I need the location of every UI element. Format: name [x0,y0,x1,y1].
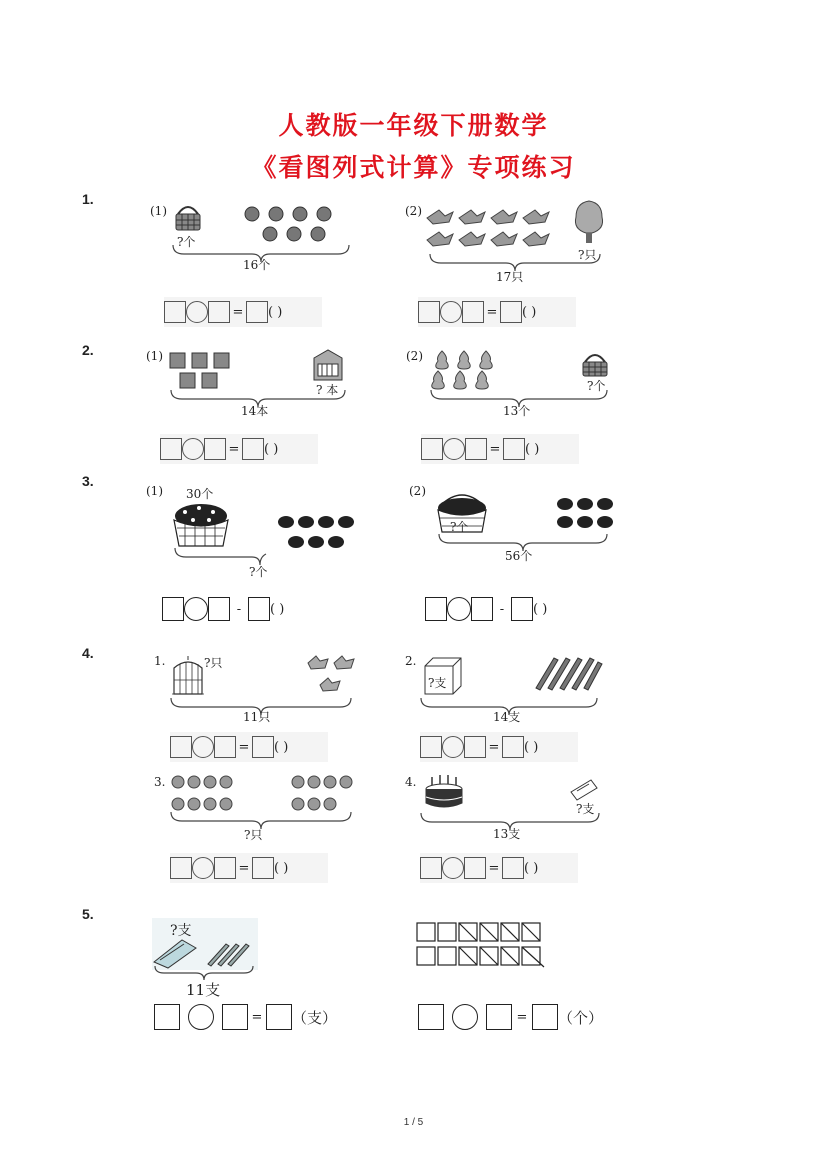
equals-sign: = [232,304,244,320]
answer-box[interactable] [418,301,440,323]
q4c-equation [170,853,328,883]
pencil-case-icon [152,934,256,968]
page-subtitle: 《看图列式计算》专项练习 [251,153,576,182]
unit-paren: ( ) [524,860,539,876]
operator-circle[interactable] [442,857,464,879]
unit-paren: ( ) [533,601,548,617]
q5b-equation [418,1003,603,1031]
unit-paren: ( ) [525,441,540,457]
result-box[interactable] [252,857,274,879]
result-box[interactable] [503,438,525,460]
minus-sign: - [236,601,242,617]
page-title: 人教版一年级下册数学 [278,111,549,140]
pencil-box-icon [569,778,599,802]
basket-icon [174,202,202,232]
answer-box[interactable] [208,301,230,323]
unit-paren: ( ) [264,441,279,457]
operator-circle[interactable] [443,438,465,460]
operator-circle[interactable] [182,438,204,460]
equals-sign: = [251,1009,263,1025]
q3a-known-label: 30个 [186,487,214,501]
q4d-equation [420,853,578,883]
q2a-total-label: 14本 [241,404,269,418]
operator-circle[interactable] [440,301,462,323]
birds-icon [425,208,555,248]
answer-box[interactable] [214,736,236,758]
q3a-tag: (1) [146,484,163,498]
q1b-unknown-label: ?只 [578,248,597,262]
q5a-total-label: 11支 [186,981,221,999]
answer-box[interactable] [418,1004,444,1030]
q5a-equation [154,1003,337,1031]
answer-box[interactable] [464,736,486,758]
q1a-tag: (1) [150,204,167,218]
q1a-equation [164,297,322,327]
q4a-total-label: 11只 [243,710,271,724]
q4a-unknown-label: ?只 [204,656,223,670]
q5a-unknown-label: ?支 [170,923,192,939]
result-box[interactable] [500,301,522,323]
answer-box[interactable] [222,1004,248,1030]
q1b-tag: (2) [405,204,422,218]
birdcage-icon [170,654,206,698]
q3b-unknown-label: ?个 [450,520,469,534]
unit-label: （支） [292,1008,338,1027]
unit-paren: ( ) [522,304,537,320]
q2a-tag: (1) [146,349,163,363]
tree-icon [572,199,606,245]
cake-icon [422,773,466,811]
q4b-total-label: 14支 [493,710,521,724]
q4a-tag: 1. [154,654,166,668]
q3a-unknown-label: ?个 [249,565,268,579]
fruit-basket-icon [171,498,231,552]
q2b-total-label: 13个 [503,404,531,418]
q3b-equation [425,595,587,623]
result-box[interactable] [252,736,274,758]
monkeys-icon [170,774,242,816]
answer-box[interactable] [465,438,487,460]
q1b-total-label: 17只 [496,270,524,284]
result-box[interactable] [246,301,268,323]
answer-box[interactable] [170,857,192,879]
unit-paren: ( ) [274,739,289,755]
answer-box[interactable] [471,597,493,621]
result-box[interactable] [502,857,524,879]
answer-box[interactable] [421,438,443,460]
operator-circle[interactable] [188,1004,214,1030]
q4d-total-label: 13支 [493,827,521,841]
unit-label: （个） [558,1008,604,1027]
question-number-5: 5. [82,906,94,922]
answer-box[interactable] [154,1004,180,1030]
basket-icon [581,350,609,378]
answer-box[interactable] [214,857,236,879]
squares-grid-icon [416,922,546,968]
operator-circle[interactable] [184,597,208,621]
answer-box[interactable] [486,1004,512,1030]
operator-circle[interactable] [192,736,214,758]
pencils-icon [534,654,602,690]
q4a-equation [170,732,328,762]
unit-paren: ( ) [268,304,283,320]
answer-box[interactable] [425,597,447,621]
unit-paren: ( ) [274,860,289,876]
q4d-tag: 4. [405,775,417,789]
q4b-equation [420,732,578,762]
q2b-equation [421,434,579,464]
books-icon [168,351,238,391]
page-number: 1 / 5 [403,1117,424,1128]
q3b-total-label: 56个 [505,549,533,563]
q4d-unknown-label: ?支 [576,802,595,816]
result-box[interactable] [266,1004,292,1030]
equals-sign: = [488,739,500,755]
q1a-unknown-label: ?个 [177,235,196,249]
answer-box[interactable] [160,438,182,460]
q3a-equation [162,595,324,623]
q2b-tag: (2) [406,349,423,363]
fruits-icon [556,496,616,532]
pears-icon [430,349,500,391]
q2a-unknown-label: ? 本 [316,383,339,397]
unit-paren: ( ) [524,739,539,755]
q1b-equation [418,297,576,327]
operator-circle[interactable] [442,736,464,758]
apples-icon [244,206,344,244]
q2b-unknown-label: ?个 [587,379,606,393]
answer-box[interactable] [162,597,184,621]
operator-circle[interactable] [452,1004,478,1030]
bookshelf-icon [310,348,346,382]
equals-sign: = [228,441,240,457]
equals-sign: = [238,860,250,876]
result-box[interactable] [511,597,533,621]
monkeys-icon [290,774,354,816]
operator-circle[interactable] [186,301,208,323]
unit-paren: ( ) [270,601,285,617]
q4c-total-label: ?只 [244,828,263,842]
q4b-unknown-label: ?支 [428,676,447,690]
minus-sign: - [499,601,505,617]
answer-box[interactable] [462,301,484,323]
answer-box[interactable] [170,736,192,758]
q3b-tag: (2) [409,484,426,498]
equals-sign: = [238,739,250,755]
operator-circle[interactable] [192,857,214,879]
result-box[interactable] [242,438,264,460]
q4c-tag: 3. [154,775,166,789]
question-number-3: 3. [82,473,94,489]
result-box[interactable] [248,597,270,621]
birds-icon [306,653,358,697]
equals-sign: = [516,1009,528,1025]
answer-box[interactable] [204,438,226,460]
equals-sign: = [489,441,501,457]
result-box[interactable] [532,1004,558,1030]
fruits-icon [276,514,360,550]
result-box[interactable] [502,736,524,758]
question-number-1: 1. [82,191,94,207]
answer-box[interactable] [420,857,442,879]
answer-box[interactable] [420,736,442,758]
question-number-2: 2. [82,342,94,358]
q2a-equation [160,434,318,464]
equals-sign: = [488,860,500,876]
answer-box[interactable] [464,857,486,879]
answer-box[interactable] [164,301,186,323]
answer-box[interactable] [208,597,230,621]
operator-circle[interactable] [447,597,471,621]
q1a-total-label: 16个 [243,258,271,272]
question-number-4: 4. [82,645,94,661]
q4b-tag: 2. [405,654,417,668]
equals-sign: = [486,304,498,320]
